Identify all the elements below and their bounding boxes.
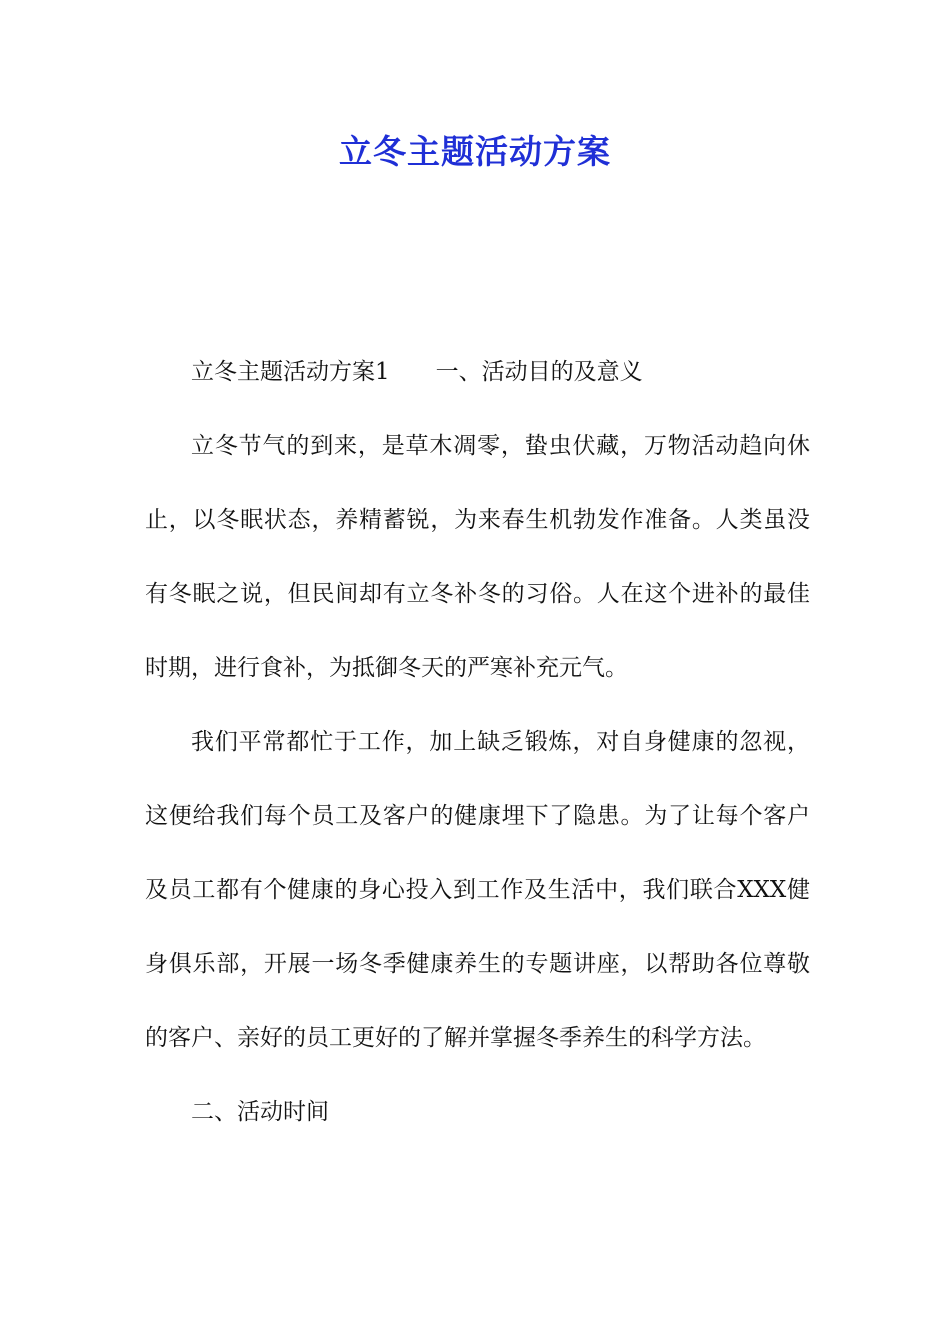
- paragraph-1: 立冬节气的到来，是草木凋零，蛰虫伏藏，万物活动趋向休止，以冬眠状态，养精蓄锐，为来春生机勃发作准备。人类虽没有冬眠之说，但民间却有立冬补冬的习俗。人在这个进补的最佳时期，进行食补，为抵御冬天的严寒补充元气。: [145, 433, 810, 681]
- section-heading-1: 一、活动目的及意义: [435, 359, 643, 385]
- document-title: 立冬主题活动方案: [339, 132, 611, 171]
- paragraph-2: 我们平常都忙于工作，加上缺乏锻炼，对自身健康的忽视，这便给我们每个员工及客户的健康埋下了隐患。为了让每个客户及员工都有个健康的身心投入到工作及生活中，我们联合XXX健身俱乐部，开展一场冬季健康养生的专题讲座，以帮助各位尊敬的客户、亲好的员工更好的了解并掌握冬季养生的科学方法。: [145, 729, 810, 1051]
- section-heading-2: 二、活动时间: [191, 1099, 329, 1125]
- section-header-line: [145, 335, 810, 409]
- section-title: 立冬主题活动方案1: [191, 359, 390, 385]
- document-body: [145, 335, 810, 1149]
